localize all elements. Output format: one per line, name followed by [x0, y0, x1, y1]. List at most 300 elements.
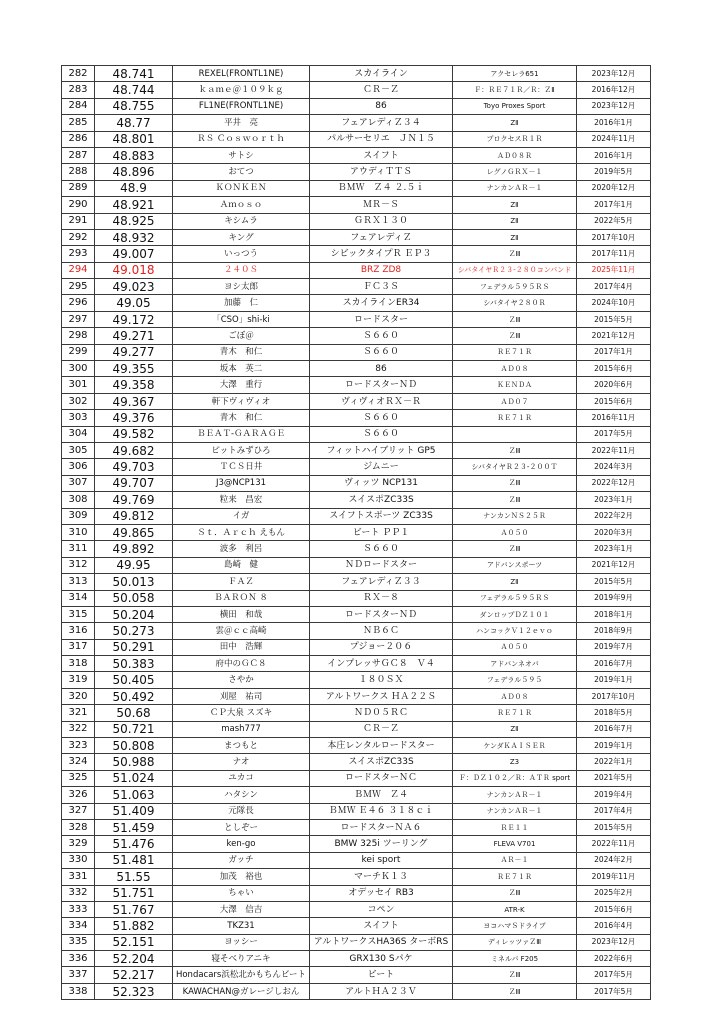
record-date-cell: 2018年1月 — [577, 606, 651, 622]
tire-cell: ハンコックＶ１２ｅｖｏ — [453, 623, 577, 639]
table-row — [62, 492, 651, 508]
driver-name-cell: TKZ31 — [173, 918, 310, 934]
rank-number-cell: 307 — [62, 475, 95, 491]
lap-time-cell: 48.744 — [95, 82, 173, 98]
ranking-sheet — [61, 65, 651, 1000]
rank-number-cell: 311 — [62, 541, 95, 557]
lap-time-cell: 50.013 — [95, 574, 173, 590]
table-row — [62, 131, 651, 147]
tire-cell: ディレッツァＺⅢ — [453, 934, 577, 950]
rank-number-cell: 284 — [62, 98, 95, 114]
car-model-cell: フェアレディＺ３３ — [310, 574, 453, 590]
record-date-cell: 2017年5月 — [577, 983, 651, 999]
lap-time-cell: 50.988 — [95, 754, 173, 770]
driver-name-cell: 「CSO」shi-ki — [173, 311, 310, 327]
car-model-cell: ＢＭＷ Ｚ４ ２.５ｉ — [310, 180, 453, 196]
record-date-cell: 2017年10月 — [577, 229, 651, 245]
driver-name-cell: 加藤 仁 — [173, 295, 310, 311]
record-date-cell: 2024年3月 — [577, 459, 651, 475]
lap-time-cell: 49.865 — [95, 524, 173, 540]
car-model-cell: ヴィッツ NCP131 — [310, 475, 453, 491]
record-date-cell: 2019年5月 — [577, 164, 651, 180]
tire-cell: ATR-K — [453, 901, 577, 917]
table-row — [62, 590, 651, 606]
tire-cell: ＺⅢ — [453, 328, 577, 344]
lap-time-cell: 50.808 — [95, 738, 173, 754]
rank-number-cell: 288 — [62, 164, 95, 180]
rank-number-cell: 296 — [62, 295, 95, 311]
table-row — [62, 197, 651, 213]
car-model-cell: BRZ ZD8 — [310, 262, 453, 278]
lap-time-cell: 50.405 — [95, 672, 173, 688]
table-row — [62, 344, 651, 360]
car-model-cell: アルトＨＡ２３Ｖ — [310, 983, 453, 999]
tire-cell: ＺⅢ — [453, 246, 577, 262]
lap-time-cell: 48.921 — [95, 197, 173, 213]
tire-cell: プロクセスＲ１Ｒ — [453, 131, 577, 147]
lap-time-cell: 51.476 — [95, 836, 173, 852]
driver-name-cell: ＢＡＲＯＮ ８ — [173, 590, 310, 606]
record-date-cell: 2018年5月 — [577, 705, 651, 721]
car-model-cell: ビート ＰＰ１ — [310, 524, 453, 540]
table-row — [62, 721, 651, 737]
car-model-cell: ＢＭＷ Ｅ４６ ３１８ｃｉ — [310, 803, 453, 819]
car-model-cell: シビックタイプＲ ＥＰ３ — [310, 246, 453, 262]
driver-name-cell: ＣＰ大泉 スズキ — [173, 705, 310, 721]
driver-name-cell: 青木 和仁 — [173, 344, 310, 360]
driver-name-cell: ヨシ太郎 — [173, 279, 310, 295]
tire-cell: ＡＲ－１ — [453, 852, 577, 868]
driver-name-cell: ＴＣＳ日井 — [173, 459, 310, 475]
record-date-cell: 2017年10月 — [577, 688, 651, 704]
table-row — [62, 475, 651, 491]
driver-name-cell: 島崎 健 — [173, 557, 310, 573]
tire-cell: シバタイヤ２８０Ｒ — [453, 295, 577, 311]
record-date-cell: 2018年9月 — [577, 623, 651, 639]
rank-number-cell: 303 — [62, 410, 95, 426]
lap-time-cell: 48.801 — [95, 131, 173, 147]
car-model-cell: Ｓ６６０ — [310, 426, 453, 442]
lap-time-cell: 52.323 — [95, 983, 173, 999]
lap-time-cell: 49.355 — [95, 361, 173, 377]
car-model-cell: フェアレディＺ３４ — [310, 115, 453, 131]
tire-cell: ナンカンＡＲ－１ — [453, 180, 577, 196]
record-date-cell: 2017年5月 — [577, 967, 651, 983]
tire-cell: ナンカンＮＳ２５Ｒ — [453, 508, 577, 524]
car-model-cell: BMW 325i ツーリング — [310, 836, 453, 852]
rank-number-cell: 326 — [62, 787, 95, 803]
driver-name-cell: J3@NCP131 — [173, 475, 310, 491]
tire-cell: ダンロップＤＺ１０１ — [453, 606, 577, 622]
table-row — [62, 147, 651, 163]
lap-time-cell: 50.492 — [95, 688, 173, 704]
car-model-cell: ロードスターＮＣ — [310, 770, 453, 786]
lap-time-cell: 51.024 — [95, 770, 173, 786]
record-date-cell: 2017年4月 — [577, 279, 651, 295]
car-model-cell: フェアレディＺ — [310, 229, 453, 245]
table-row — [62, 688, 651, 704]
car-model-cell: ＧＲＸ１３０ — [310, 213, 453, 229]
tire-cell: ＲＥ７１Ｒ — [453, 410, 577, 426]
tire-cell: ZⅡ — [453, 115, 577, 131]
lap-time-cell: 50.721 — [95, 721, 173, 737]
driver-name-cell: Ｓｔ．Ａｒｃｈ えもん — [173, 524, 310, 540]
driver-name-cell: 大澤 信吉 — [173, 901, 310, 917]
tire-cell: ＺⅢ — [453, 885, 577, 901]
table-row — [62, 934, 651, 950]
tire-cell: ケンダＫＡＩＳＥＲ — [453, 738, 577, 754]
car-model-cell: コペン — [310, 901, 453, 917]
car-model-cell: ＭＲ－Ｓ — [310, 197, 453, 213]
table-row — [62, 541, 651, 557]
lap-time-cell: 52.204 — [95, 951, 173, 967]
table-row — [62, 574, 651, 590]
tire-cell: ナンカンＡＲ－１ — [453, 787, 577, 803]
table-row — [62, 524, 651, 540]
record-date-cell: 2022年11月 — [577, 442, 651, 458]
lap-time-cell: 49.95 — [95, 557, 173, 573]
tire-cell: Toyo Proxes Sport — [453, 98, 577, 114]
record-date-cell: 2015年6月 — [577, 361, 651, 377]
driver-name-cell: 府中のＧＣ８ — [173, 656, 310, 672]
table-row — [62, 869, 651, 885]
rank-number-cell: 313 — [62, 574, 95, 590]
tire-cell: フェデラル５９５ — [453, 672, 577, 688]
tire-cell — [453, 426, 577, 442]
record-date-cell: 2021年5月 — [577, 770, 651, 786]
tire-cell: ＺⅢ — [453, 983, 577, 999]
driver-name-cell: まつもと — [173, 738, 310, 754]
lap-time-cell: 48.77 — [95, 115, 173, 131]
lap-time-cell: 48.932 — [95, 229, 173, 245]
driver-name-cell: ヨッシー — [173, 934, 310, 950]
rank-number-cell: 330 — [62, 852, 95, 868]
table-row — [62, 115, 651, 131]
car-model-cell: 本庄レンタルロードスター — [310, 738, 453, 754]
lap-time-cell: 49.018 — [95, 262, 173, 278]
tire-cell: Ａ０５０ — [453, 639, 577, 655]
tire-cell: ZⅡ — [453, 229, 577, 245]
table-row — [62, 426, 651, 442]
rank-number-cell: 304 — [62, 426, 95, 442]
record-date-cell: 2022年5月 — [577, 213, 651, 229]
lap-time-cell: 50.058 — [95, 590, 173, 606]
driver-name-cell: ＲＳ Ｃｏｓｗｏｒｔｈ — [173, 131, 310, 147]
table-row — [62, 705, 651, 721]
record-date-cell: 2024年10月 — [577, 295, 651, 311]
tire-cell: ZⅡ — [453, 574, 577, 590]
car-model-cell: ロードスターＮＤ — [310, 606, 453, 622]
car-model-cell: Ｓ６６０ — [310, 328, 453, 344]
record-date-cell: 2020年3月 — [577, 524, 651, 540]
lap-time-cell: 51.767 — [95, 901, 173, 917]
lap-time-cell: 50.68 — [95, 705, 173, 721]
table-row — [62, 754, 651, 770]
car-model-cell: Ｓ６６０ — [310, 344, 453, 360]
car-model-cell: ジムニー — [310, 459, 453, 475]
car-model-cell: ＲＸ－８ — [310, 590, 453, 606]
driver-name-cell: 軒下ヴィヴィオ — [173, 393, 310, 409]
tire-cell: アドバンスポーツ — [453, 557, 577, 573]
driver-name-cell: REXEL(FRONTL1NE) — [173, 66, 310, 82]
rank-number-cell: 338 — [62, 983, 95, 999]
record-date-cell: 2019年11月 — [577, 869, 651, 885]
rank-number-cell: 297 — [62, 311, 95, 327]
lap-time-cell: 51.409 — [95, 803, 173, 819]
rank-number-cell: 312 — [62, 557, 95, 573]
driver-name-cell: ハタシン — [173, 787, 310, 803]
record-date-cell: 2020年12月 — [577, 180, 651, 196]
tire-cell: ＲＥ７１Ｒ — [453, 705, 577, 721]
rank-number-cell: 324 — [62, 754, 95, 770]
driver-name-cell: としぞー — [173, 819, 310, 835]
tire-cell: ミネルバ F205 — [453, 951, 577, 967]
driver-name-cell: ピットみずひろ — [173, 442, 310, 458]
tire-cell: ＺⅢ — [453, 475, 577, 491]
car-model-cell: スイスポZC33S — [310, 492, 453, 508]
record-date-cell: 2022年2月 — [577, 508, 651, 524]
record-date-cell: 2017年4月 — [577, 803, 651, 819]
table-row — [62, 328, 651, 344]
record-date-cell: 2023年12月 — [577, 934, 651, 950]
table-row — [62, 361, 651, 377]
tire-cell: ZⅡ — [453, 197, 577, 213]
car-model-cell: アルトワークス ＨＡ２２Ｓ — [310, 688, 453, 704]
table-row — [62, 164, 651, 180]
rank-number-cell: 298 — [62, 328, 95, 344]
driver-name-cell: いっつう — [173, 246, 310, 262]
record-date-cell: 2017年11月 — [577, 246, 651, 262]
tire-cell: Ａ０５０ — [453, 524, 577, 540]
table-row — [62, 819, 651, 835]
lap-time-cell: 48.9 — [95, 180, 173, 196]
rank-number-cell: 305 — [62, 442, 95, 458]
car-model-cell: Ｓ６６０ — [310, 410, 453, 426]
car-model-cell: スイフトスポーツ ZC33S — [310, 508, 453, 524]
driver-name-cell: ＫＯＮＫＥＮ — [173, 180, 310, 196]
rank-number-cell: 308 — [62, 492, 95, 508]
tire-cell: アクセレラ651 — [453, 66, 577, 82]
table-row — [62, 738, 651, 754]
table-row — [62, 229, 651, 245]
driver-name-cell: 加茂 裕也 — [173, 869, 310, 885]
rank-number-cell: 317 — [62, 639, 95, 655]
record-date-cell: 2015年5月 — [577, 574, 651, 590]
tire-cell: Ｆ：ＲＥ７１Ｒ／Ｒ：ＺⅡ — [453, 82, 577, 98]
table-row — [62, 377, 651, 393]
rank-number-cell: 329 — [62, 836, 95, 852]
record-date-cell: 2023年12月 — [577, 98, 651, 114]
lap-time-cell: 51.751 — [95, 885, 173, 901]
record-date-cell: 2022年11月 — [577, 836, 651, 852]
tire-cell: ＫＥＮＤＡ — [453, 377, 577, 393]
rank-number-cell: 282 — [62, 66, 95, 82]
rank-number-cell: 300 — [62, 361, 95, 377]
record-date-cell: 2019年4月 — [577, 787, 651, 803]
car-model-cell: ＮＢ６Ｃ — [310, 623, 453, 639]
record-date-cell: 2025年2月 — [577, 885, 651, 901]
driver-name-cell: ken-go — [173, 836, 310, 852]
driver-name-cell: 刈屋 祐司 — [173, 688, 310, 704]
rank-number-cell: 323 — [62, 738, 95, 754]
driver-name-cell: ＢＥＡＴ-ＧＡＲＡＧＥ — [173, 426, 310, 442]
table-row — [62, 983, 651, 999]
car-model-cell: スカイライン — [310, 66, 453, 82]
car-model-cell: マーチＫ１３ — [310, 869, 453, 885]
rank-number-cell: 293 — [62, 246, 95, 262]
rank-number-cell: 285 — [62, 115, 95, 131]
table-row — [62, 393, 651, 409]
rank-number-cell: 336 — [62, 951, 95, 967]
table-row — [62, 508, 651, 524]
record-date-cell: 2016年7月 — [577, 721, 651, 737]
car-model-cell: インプレッサＧＣ８ Ｖ４ — [310, 656, 453, 672]
rank-number-cell: 325 — [62, 770, 95, 786]
table-row — [62, 459, 651, 475]
rank-number-cell: 289 — [62, 180, 95, 196]
record-date-cell: 2024年2月 — [577, 852, 651, 868]
rank-number-cell: 314 — [62, 590, 95, 606]
rank-number-cell: 310 — [62, 524, 95, 540]
car-model-cell: Ｓ６６０ — [310, 541, 453, 557]
car-model-cell: １８０ＳＸ — [310, 672, 453, 688]
tire-cell: ＺⅢ — [453, 967, 577, 983]
rank-number-cell: 327 — [62, 803, 95, 819]
car-model-cell: ＣＲ－Ｚ — [310, 82, 453, 98]
table-row — [62, 656, 651, 672]
table-row — [62, 951, 651, 967]
lap-time-cell: 49.376 — [95, 410, 173, 426]
tire-cell: ＡＤ０７ — [453, 393, 577, 409]
lap-time-cell: 49.892 — [95, 541, 173, 557]
rank-number-cell: 302 — [62, 393, 95, 409]
car-model-cell: スイフト — [310, 147, 453, 163]
driver-name-cell: イガ — [173, 508, 310, 524]
rank-number-cell: 331 — [62, 869, 95, 885]
driver-name-cell: Hondacars浜松北かもちんビート — [173, 967, 310, 983]
car-model-cell: ＮＤ０５ＲＣ — [310, 705, 453, 721]
rank-number-cell: 309 — [62, 508, 95, 524]
table-row — [62, 311, 651, 327]
driver-name-cell: 波多 利呂 — [173, 541, 310, 557]
table-row — [62, 770, 651, 786]
table-row — [62, 606, 651, 622]
table-row — [62, 967, 651, 983]
table-row — [62, 852, 651, 868]
record-date-cell: 2019年1月 — [577, 738, 651, 754]
table-row — [62, 279, 651, 295]
driver-name-cell: ｋａｍｅ＠１０９ｋｇ — [173, 82, 310, 98]
car-model-cell: アウディＴＴＳ — [310, 164, 453, 180]
driver-name-cell: 粒来 昌宏 — [173, 492, 310, 508]
lap-time-cell: 49.007 — [95, 246, 173, 262]
driver-name-cell: 元隊長 — [173, 803, 310, 819]
lap-time-cell: 51.459 — [95, 819, 173, 835]
tire-cell: ＺⅢ — [453, 541, 577, 557]
record-date-cell: 2023年12月 — [577, 66, 651, 82]
ranking-table-body — [62, 66, 651, 1000]
record-date-cell: 2024年11月 — [577, 131, 651, 147]
driver-name-cell: 田中 浩輝 — [173, 639, 310, 655]
table-row — [62, 918, 651, 934]
rank-number-cell: 294 — [62, 262, 95, 278]
rank-number-cell: 299 — [62, 344, 95, 360]
rank-number-cell: 295 — [62, 279, 95, 295]
rank-number-cell: 337 — [62, 967, 95, 983]
driver-name-cell: 平井 亮 — [173, 115, 310, 131]
lap-time-cell: 50.383 — [95, 656, 173, 672]
driver-name-cell: ガッチ — [173, 852, 310, 868]
car-model-cell: ビート — [310, 967, 453, 983]
car-model-cell: ヴィヴィオＲＸ－Ｒ — [310, 393, 453, 409]
rank-number-cell: 333 — [62, 901, 95, 917]
tire-cell: ＲＥ７１Ｒ — [453, 344, 577, 360]
driver-name-cell: おてつ — [173, 164, 310, 180]
table-row — [62, 672, 651, 688]
lap-time-cell: 48.741 — [95, 66, 173, 82]
tire-cell: ＺⅢ — [453, 442, 577, 458]
record-date-cell: 2023年1月 — [577, 541, 651, 557]
driver-name-cell: 青木 和仁 — [173, 410, 310, 426]
car-model-cell: ロードスターＮＤ — [310, 377, 453, 393]
car-model-cell: ＣＲ－Ｚ — [310, 721, 453, 737]
driver-name-cell: ＦＡＺ — [173, 574, 310, 590]
driver-name-cell: さやか — [173, 672, 310, 688]
tire-cell: アドバンネオバ — [453, 656, 577, 672]
record-date-cell: 2016年1月 — [577, 115, 651, 131]
record-date-cell: 2020年6月 — [577, 377, 651, 393]
record-date-cell: 2016年12月 — [577, 82, 651, 98]
rank-number-cell: 291 — [62, 213, 95, 229]
car-model-cell: 86 — [310, 361, 453, 377]
driver-name-cell: 坂本 英二 — [173, 361, 310, 377]
lap-time-cell: 49.707 — [95, 475, 173, 491]
lap-time-cell: 51.55 — [95, 869, 173, 885]
table-row — [62, 442, 651, 458]
lap-time-cell: 49.682 — [95, 442, 173, 458]
tire-cell: ＡＤ０８ — [453, 688, 577, 704]
car-model-cell: 86 — [310, 98, 453, 114]
driver-name-cell: 横田 和哉 — [173, 606, 310, 622]
lap-time-cell: 49.703 — [95, 459, 173, 475]
table-row — [62, 410, 651, 426]
record-date-cell: 2017年5月 — [577, 426, 651, 442]
record-date-cell: 2019年1月 — [577, 672, 651, 688]
record-date-cell: 2016年7月 — [577, 656, 651, 672]
record-date-cell: 2015年5月 — [577, 311, 651, 327]
lap-time-cell: 52.151 — [95, 934, 173, 950]
record-date-cell: 2017年1月 — [577, 197, 651, 213]
record-date-cell: 2015年6月 — [577, 901, 651, 917]
tire-cell: FLEVA V701 — [453, 836, 577, 852]
car-model-cell: ロードスター — [310, 311, 453, 327]
car-model-cell: ロードスターＮＡ６ — [310, 819, 453, 835]
rank-number-cell: 332 — [62, 885, 95, 901]
rank-number-cell: 292 — [62, 229, 95, 245]
rank-number-cell: 283 — [62, 82, 95, 98]
driver-name-cell: ちゃい — [173, 885, 310, 901]
lap-time-cell: 51.063 — [95, 787, 173, 803]
rank-number-cell: 316 — [62, 623, 95, 639]
tire-cell: ZⅡ — [453, 721, 577, 737]
table-row — [62, 82, 651, 98]
car-model-cell: ＮＤロードスター — [310, 557, 453, 573]
lap-time-cell: 48.755 — [95, 98, 173, 114]
driver-name-cell: mash777 — [173, 721, 310, 737]
rank-number-cell: 287 — [62, 147, 95, 163]
tire-cell: ＡＤ０８ — [453, 361, 577, 377]
tire-cell: フェデラル５９５ＲＳ — [453, 279, 577, 295]
